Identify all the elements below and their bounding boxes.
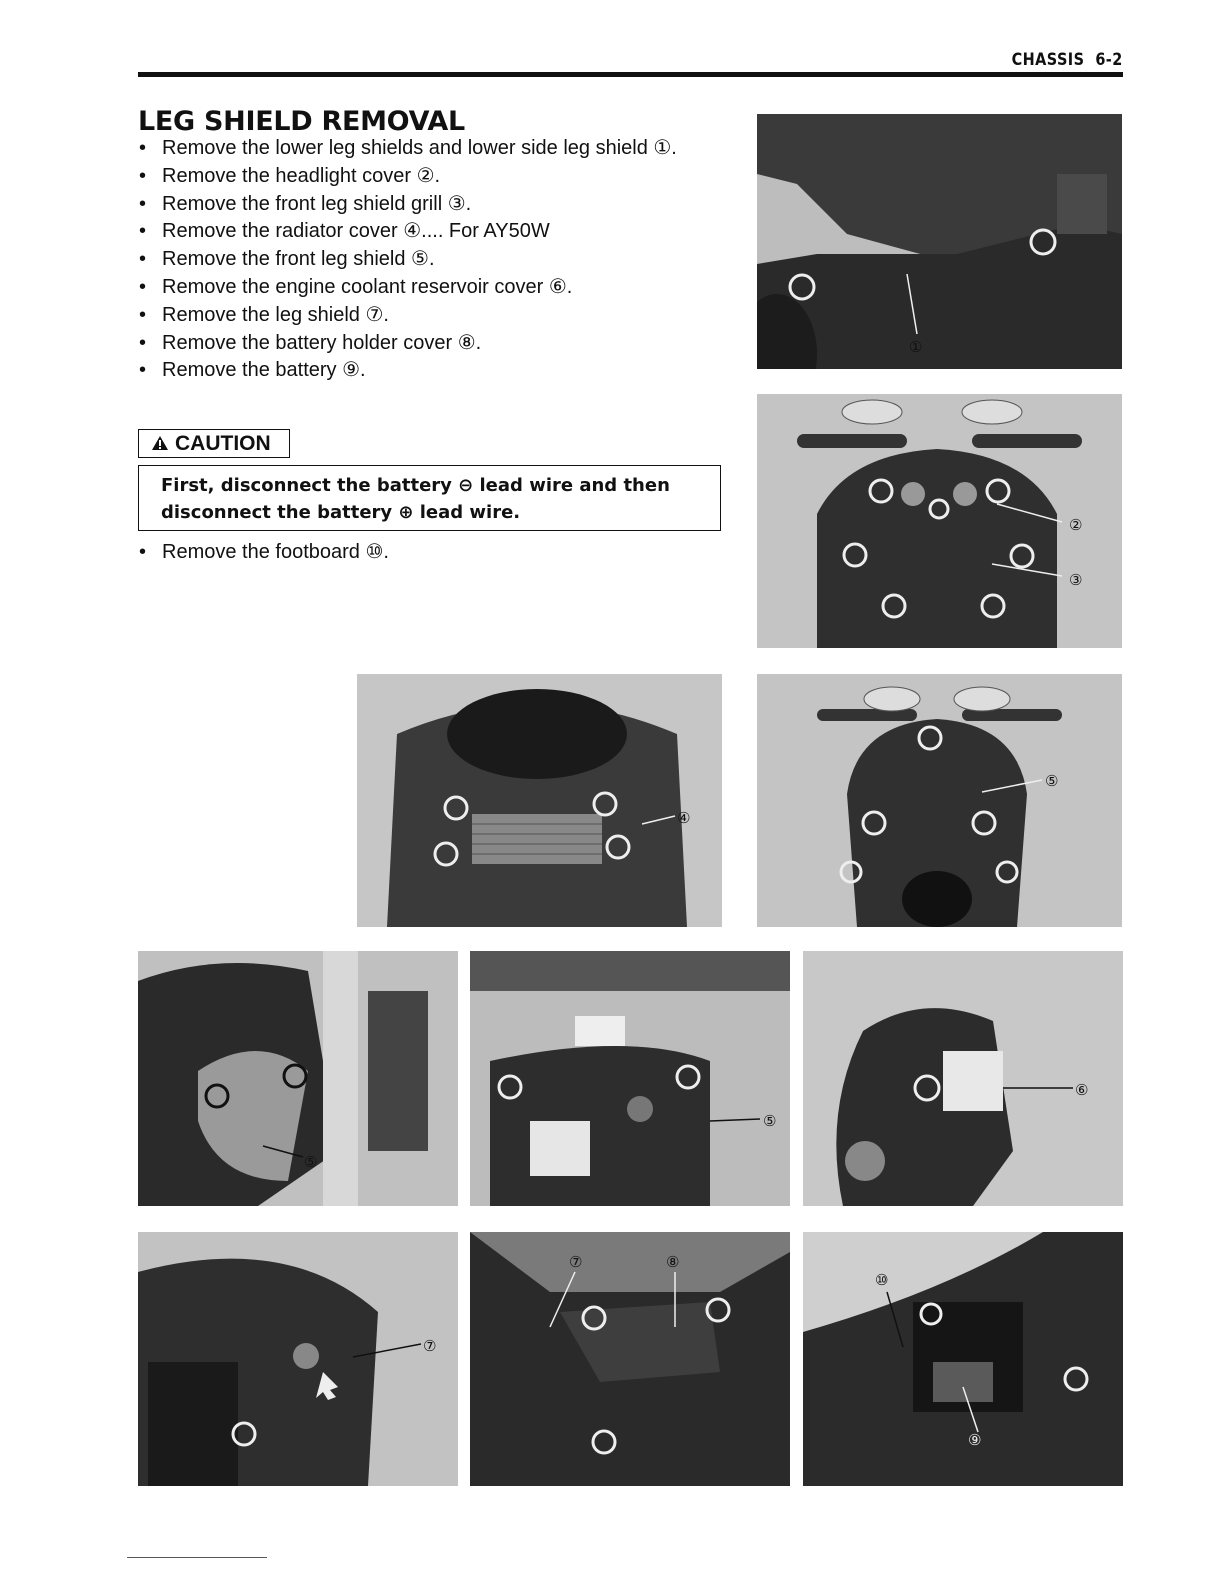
callout-label: ⑤ (1045, 772, 1059, 790)
step-item: • Remove the battery ⑨. (138, 357, 723, 385)
step-item: • Remove the lower leg shields and lower side leg shield ①. (138, 135, 723, 163)
photo-front-leg-shield-side (138, 951, 458, 1206)
caution-label (138, 429, 290, 458)
photo-footboard-battery (803, 1232, 1123, 1486)
step-item: • Remove the front leg shield grill ③. (138, 191, 723, 219)
page-title: LEG SHIELD REMOVAL (138, 106, 465, 137)
callout-label: ⑥ (1075, 1081, 1089, 1099)
photo-battery-holder-cover (470, 1232, 790, 1486)
callout-label: ⑤ (763, 1112, 777, 1130)
callout-label: ⑦ (569, 1253, 583, 1271)
footer-rule (127, 1557, 267, 1558)
photo-radiator-cover (357, 674, 722, 927)
callout-label: ① (909, 338, 923, 356)
caution-line-2: disconnect the battery ⊕ lead wire. (161, 502, 521, 523)
step-item: • Remove the radiator cover ④.... For AY50W (138, 218, 723, 246)
page-header (138, 44, 1123, 77)
callout-label: ⑧ (666, 1253, 680, 1271)
final-step-list (138, 538, 723, 566)
photo-headlight-cover (757, 394, 1122, 648)
caution-text: CAUTION (175, 432, 271, 455)
caution-box (138, 465, 721, 531)
callout-label: ⑤ (304, 1153, 318, 1171)
step-item: • Remove the leg shield ⑦. (138, 302, 723, 330)
warning-triangle-icon (151, 431, 169, 458)
callout-label: ⑩ (875, 1271, 889, 1289)
header-label (1012, 50, 1123, 70)
step-item: • Remove the front leg shield ⑤. (138, 246, 723, 274)
photo-leg-shield-rear (470, 951, 790, 1206)
photo-coolant-reservoir-cover (803, 951, 1123, 1206)
removal-steps (138, 135, 723, 385)
callout-label: ⑨ (968, 1431, 982, 1449)
caution-line-1: First, disconnect the battery ⊖ lead wire and then (161, 475, 670, 496)
step-item: • Remove the headlight cover ②. (138, 163, 723, 191)
callout-label: ② (1069, 516, 1083, 534)
callout-label: ⑦ (423, 1337, 437, 1355)
step-item: • Remove the footboard ⑩. (138, 538, 723, 566)
step-item: • Remove the engine coolant reservoir cover ⑥. (138, 274, 723, 302)
callout-label: ④ (677, 809, 691, 827)
section-title: CHASSIS (1011, 50, 1085, 70)
photo-lower-leg-shield (757, 114, 1122, 369)
callout-label: ③ (1069, 571, 1083, 589)
page-number: 6-2 (1095, 50, 1123, 70)
photo-front-leg-shield (757, 674, 1122, 927)
step-item: • Remove the battery holder cover ⑧. (138, 330, 723, 358)
photo-leg-shield-key (138, 1232, 458, 1486)
